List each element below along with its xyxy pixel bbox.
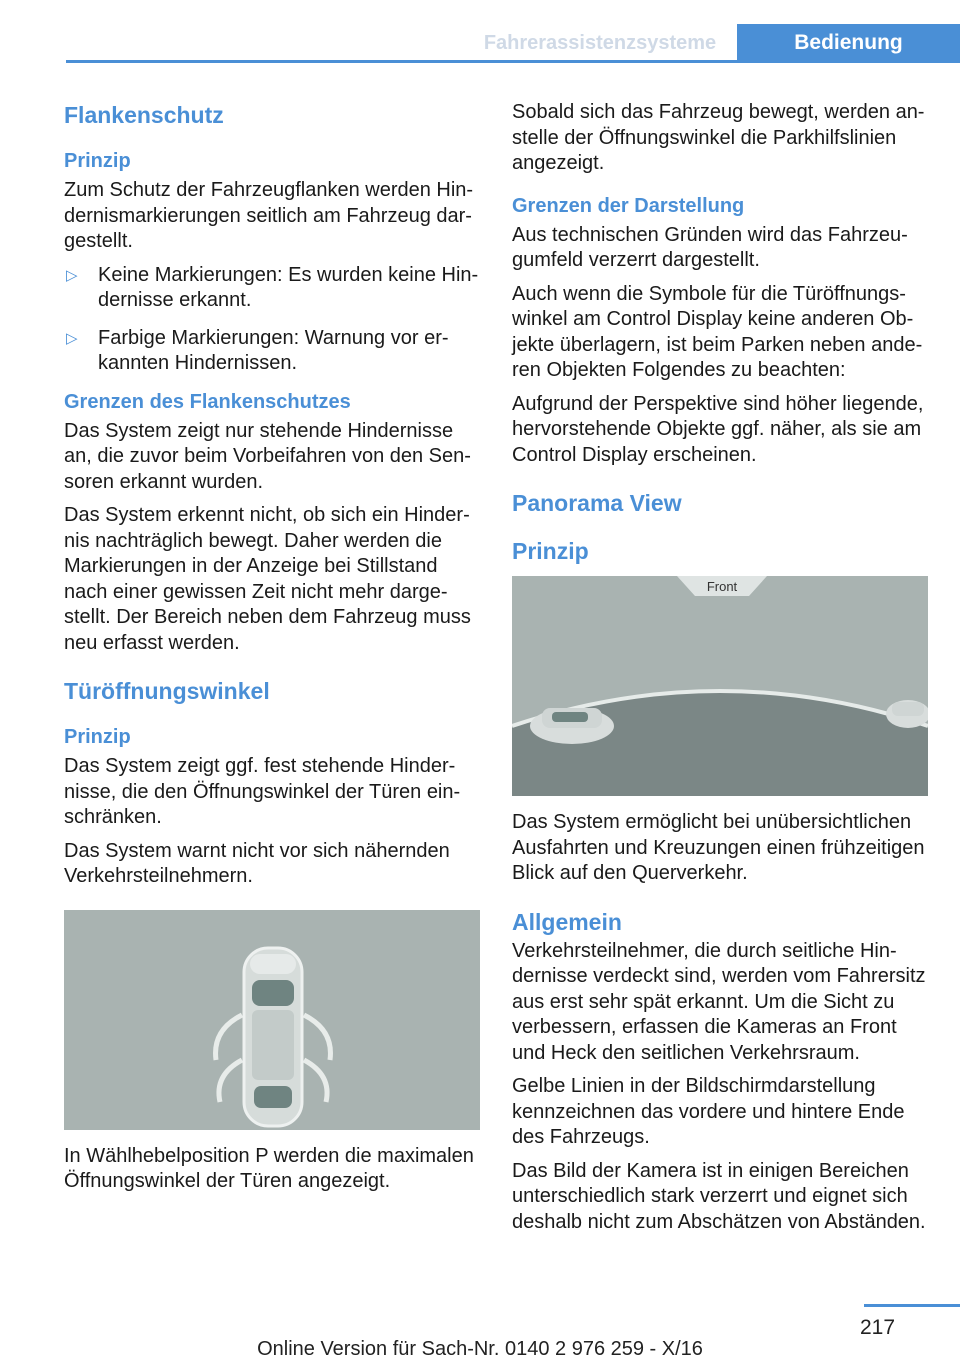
paragraph: Das System warnt nicht vor sich nähernden Verkehrsteilnehmern. [64, 839, 450, 887]
header-rule [66, 60, 960, 63]
triangle-bullet-icon: ▷ [66, 329, 78, 347]
heading-panorama-view: Panorama View [512, 490, 682, 516]
paragraph: Zum Schutz der Fahrzeugflanken werden Hin-dernismarkierungen seitlich am Fahrzeug dar-gestellt. [64, 179, 474, 252]
paragraph: Gelbe Linien in der Bildschirmdarstellung kennzeichnen das vordere und hintere Ende des Fahrzeugs. [512, 1075, 905, 1148]
paragraph: Das System zeigt ggf. fest stehende Hinder-nisse, die den Öffnungswinkel der Türen ein-schränken. [64, 755, 461, 828]
car-top-view-illustration [64, 910, 480, 1130]
page-number: 217 [860, 1316, 896, 1339]
paragraph: Verkehrsteilnehmer, die durch seitliche Hin-dernisse verdeckt sind, werden vom Fahrersitz aus erst sehr spät erkannt. Um die Sicht zu verbessern, erfassen die Kameras an Front und Heck den seitlichen Verkehrsraum. [512, 939, 926, 1064]
paragraph: Aus technischen Gründen wird das Fahrzeu-gumfeld verzerrt dargestellt. [512, 223, 908, 271]
door-angle-figure [64, 910, 480, 1130]
panorama-view-figure [512, 576, 928, 796]
list-item-text: Keine Markierungen: Es wurden keine Hin-dernisse erkannt. [98, 263, 479, 311]
paragraph: Aufgrund der Perspektive sind höher liegende, hervorstehende Objekte ggf. näher, als sie am Control Display erscheinen. [512, 392, 924, 466]
figure-caption: In Wählhebelposition P werden die maximalen Öffnungswinkel der Türen angezeigt. [64, 1144, 474, 1192]
heading-allgemein: Allgemein [512, 908, 622, 935]
bullet-list [64, 263, 480, 377]
heading-prinzip: Prinzip [512, 538, 589, 564]
list-item [64, 326, 480, 377]
paragraph: Sobald sich das Fahrzeug bewegt, werden an-stelle der Öffnungswinkel die Parkhilfslinien angezeigt. [512, 101, 925, 174]
paragraph: Das Bild der Kamera ist in einigen Bereichen unterschiedlich stark verzerrt und eignet sich deshalb nicht zum Abschätzen von Abständen. [512, 1159, 926, 1233]
header-section-title: Fahrerassistenzsysteme [483, 31, 717, 54]
subheading-grenzen-flankenschutz: Grenzen des Flankenschutzes [64, 390, 351, 413]
list-item-text: Farbige Markierungen: Warnung vor er-kannten Hindernissen. [98, 326, 449, 374]
subheading-grenzen-darstellung: Grenzen der Darstellung [512, 194, 745, 217]
footer-rule [864, 1304, 960, 1307]
list-item [64, 263, 480, 314]
subheading-prinzip: Prinzip [64, 726, 131, 748]
subheading-prinzip: Prinzip [64, 150, 131, 172]
panorama-street-illustration [512, 576, 928, 796]
left-column [64, 100, 480, 1203]
triangle-bullet-icon: ▷ [66, 266, 78, 284]
paragraph: Das System erkennt nicht, ob sich ein Hinder-nis nachträglich bewegt. Daher werden die Markierungen in der Anzeige bei Stillstand nach einer gewissen Zeit nicht mehr darge-stellt. Der Bereich neben dem Fahrzeug muss neu erfasst werden. [64, 504, 471, 654]
paragraph: Das System ermöglicht bei unübersichtlichen Ausfahrten und Kreuzungen einen frühzeitigen Blick auf den Querverkehr. [512, 811, 925, 884]
paragraph: Das System zeigt nur stehende Hindernisse an, die zuvor beim Vorbeifahren von den Sen-soren erkannt wurden. [64, 419, 471, 493]
footer-online-version: Online Version für Sach-Nr. 0140 2 976 259 - X/16 [257, 1338, 703, 1360]
heading-flankenschutz: Flankenschutz [64, 102, 224, 128]
paragraph: Auch wenn die Symbole für die Türöffnungs-winkel am Control Display keine anderen Ob-jekte überlagern, ist beim Parken neben ande-ren Objekten Folgendes zu beachten: [512, 282, 923, 381]
heading-tueroeffnungswinkel: Türöffnungswinkel [64, 678, 270, 704]
front-label: Front [706, 579, 738, 594]
header-tab-bedienung: Bedienung [737, 24, 960, 62]
right-column [512, 100, 928, 1243]
